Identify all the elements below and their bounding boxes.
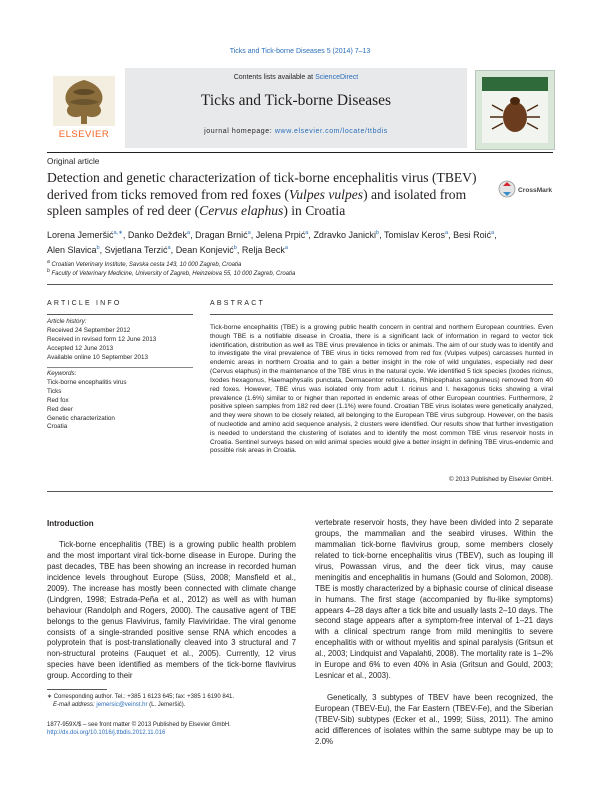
article-type: Original article <box>47 157 100 166</box>
abstract-rule <box>210 314 553 315</box>
article-title <box>47 170 477 220</box>
email-line <box>47 701 296 709</box>
keywords-label: Keywords: <box>47 370 77 377</box>
author-name: Tomislav Keros <box>383 230 445 240</box>
author-affiliation-marker: a <box>444 230 449 236</box>
author-affiliation-marker: a <box>284 244 289 251</box>
keyword: Croatia <box>47 423 68 431</box>
history-received: Received 24 September 2012 <box>47 326 131 334</box>
author-name: Lorena Jemeršić <box>47 230 114 240</box>
author-name: Dragan Brnić <box>195 230 248 240</box>
author-name: Alen Slavica <box>47 244 97 255</box>
abstract-bottom-rule <box>47 491 553 492</box>
corresponding-contact: ∗ Corresponding author. Tel.: +385 1 6123 645; fax: +385 1 6190 841. <box>47 694 235 700</box>
author-affiliation-marker: a <box>247 230 251 236</box>
title-species-deer: Cervus elaphus <box>199 203 284 219</box>
intro-paragraph-1: Tick-borne encephalitis (TBE) is a growing public health problem and the most important viral tick-borne disease in Europe. During the past decades, TBE has been showing an increase in recorded human incidence levels throughout Europe (Süss, 2008; Mansfield et al., 2009). The increase has mostly been connected with climate change (Lindgren, 1998; Estrada-Peña et al., 2012) as well as with human behaviour (Randolph and Rogers, 2000). The causative agent of TBE belongs to the genus Flavivirus, family Flaviviridae. The viral genome consists of a single-stranded positive sense RNA which encodes a polyprotein that is post-translationally cleaved into 3 structural and 7 non-structural proteins (Fauquet et al., 2005). Currently, 12 virus species have been identified as members of the tick-borne flavivirus group. According to their <box>47 540 296 681</box>
abstract-copyright: © 2013 Published by Elsevier GmbH. <box>448 476 553 483</box>
author-name: Dean Konjević <box>175 244 234 255</box>
author-affiliation-marker: b <box>233 244 237 251</box>
homepage-prefix: journal homepage: <box>204 128 275 135</box>
cover-image <box>482 77 548 143</box>
email-link[interactable]: jemersic@veinst.hr <box>96 702 148 709</box>
front-matter <box>47 721 296 737</box>
intro-paragraph-1-cont: vertebrate reservoir hosts, they have been divided into 2 separate groups, the mammalian and the seabird viruses. Within the mammalian tick-borne flavivirus group, some members closely related to tick-borne encephalitis virus (TBEV), such as louping ill virus, Powassan virus, and the deer tick virus, may cause meningitis and encephalitis in humans (Gould and Solomon, 2008). TBE is mostly characterized by a biphasic course of clinical disease in humans. The first stage (accompanied by flu-like symptoms) appears 4–28 days after a tick bite and usually lasts 2–10 days. The second stage appears after a symptom-free interval of 1–21 days with a clinical spectrum range from mild meningitis to severe encephalitis with or without myelitis and spinal paralysis (Gritsun et al., 2003; Lindquist and Vapalahti, 2008). The mortality rate is 1–2% in Europe and 6% to even 40% in Asia (Gritsun and Gould, 2003; Lesnicar et al., 2003). <box>315 518 553 681</box>
keyword: Tick-borne encephalitis virus <box>47 378 127 386</box>
author-list: Lorena Jemeršić$^{a,∗}$, Danko Dežđek$^a$, Dragan Brnić$^a$, Jelena Prpić$^a$, Zdravko Janicki$^b$, Tomislav Keros$^a$, Besi Roić$^a$, Alen Slavica$^b$, Svjetlana Terzić$^a$, Dean Konjević$^b$, Relja Beck$^a$ <box>47 230 497 255</box>
crossmark-label: CrossMark <box>518 187 553 194</box>
author-name: Besi Roić <box>453 230 492 240</box>
journal-cover-thumbnail <box>475 70 555 150</box>
affiliation-b <box>47 268 547 277</box>
info-rule <box>47 314 193 315</box>
history-accepted: Accepted 12 June 2013 <box>47 344 114 352</box>
keyword: Ticks <box>47 387 62 395</box>
author-affiliation-marker: b <box>96 244 100 251</box>
author-name: Zdravko Janicki <box>313 230 376 240</box>
corresponding-author-note <box>47 693 296 709</box>
tick-illustration-icon <box>482 77 548 143</box>
introduction-column-2 <box>315 518 553 748</box>
elsevier-logo <box>47 72 121 142</box>
crossmark-icon[interactable] <box>498 178 556 200</box>
author-name: Svjetlana Terzić <box>104 244 168 255</box>
email-suffix: (L. Jemeršić). <box>147 702 186 709</box>
elsevier-tree-icon <box>47 72 121 142</box>
author-name: Relja Beck <box>241 244 285 255</box>
history-revised: Received in revised form 12 June 2013 <box>47 335 157 343</box>
contents-line <box>125 74 467 81</box>
keyword: Genetic characterization <box>47 414 115 422</box>
intro-paragraph-2: Genetically, 3 subtypes of TBEV have been recognized, the European (TBEV-Eu), the Far Eastern (TBEV-Fe), and the Siberian (TBEV-Sib) subtypes (Ecker et al., 1999; Süss, 2011). The amino acid differences of isolates within the same subtype may be up to 2.0% <box>315 693 553 746</box>
footnote-rule <box>47 689 107 690</box>
author-affiliation-marker: a <box>186 230 191 236</box>
abstract-heading: ABSTRACT <box>210 300 265 307</box>
journal-title: Ticks and Tick-borne Diseases <box>200 92 392 109</box>
crossmark-badge[interactable] <box>498 178 556 200</box>
email-label: E-mail address: <box>53 702 97 709</box>
affiliation-text: Croatian Veterinary Institute, Savska cesta 143, 10 000 Zagreb, Croatia <box>51 262 242 268</box>
affiliation-marker: b <box>47 268 50 274</box>
keywords <box>47 370 193 432</box>
author-affiliation-marker: a,∗ <box>113 230 123 236</box>
sciencedirect-link[interactable]: ScienceDirect <box>315 74 359 81</box>
issn-line: 1877-959X/$ – see front matter © 2013 Published by Elsevier GmbH. <box>47 722 231 728</box>
author-name: Jelena Prpić <box>255 230 306 240</box>
journal-masthead <box>47 68 553 152</box>
contents-prefix: Contents lists available at <box>233 74 316 81</box>
title-part: Detection and genetic characterization of tick-borne encephalitis virus (TBEV) derived from ticks removed from red foxes ( <box>47 170 477 202</box>
article-history <box>47 318 193 363</box>
author-affiliation-marker: a <box>491 230 495 236</box>
article-info-heading: ARTICLE INFO <box>47 300 122 307</box>
keyword: Red fox <box>47 396 69 404</box>
introduction-heading: Introduction <box>47 519 94 528</box>
homepage-link[interactable]: www.elsevier.com/locate/ttbdis <box>274 128 388 135</box>
title-part: ) and isolated from spleen samples of red deer ( <box>47 186 467 219</box>
author-affiliation-marker: b <box>375 230 380 236</box>
author-affiliation-marker: a <box>305 230 309 236</box>
journal-homepage <box>125 128 467 135</box>
author-name: Danko Dežđek <box>127 230 187 240</box>
affiliation-marker: a <box>47 259 50 265</box>
journal-banner <box>125 68 467 148</box>
running-header: Ticks and Tick-borne Diseases 5 (2014) 7–13 <box>229 48 371 55</box>
affiliation-a <box>47 259 547 268</box>
history-online: Available online 10 September 2013 <box>47 353 149 361</box>
title-part: ) in Croatia <box>283 203 346 219</box>
affiliation-text: Faculty of Veterinary Medicine, University of Zagreb, Heinzelova 55, 10 000 Zagreb, Croatia <box>51 271 296 277</box>
affiliation-rule <box>47 284 553 285</box>
abstract-text: Tick-borne encephalitis (TBE) is a growing public health concern in central and northern European countries. Even though TBE is a notifiable disease in Croatia, there is a significant lack of information in regard to vector tick identification, distribution as well as TBE virus prevalence in ticks or animals. The aim of our study was to identify and to investigate the viral prevalence of TBE virus in ticks removed from red fox (Vulpes vulpes) carcasses hunted in endemic areas in northern Croatia and to gain a better insight in the role of wild ungulates, especially red deer (Cervus elaphus) in the maintenance of the TBE virus in the natural cycle. We identified 5 tick species (Ixodes ricinus, Ixodes hexagonus, Haemaphysalis punctata, Dermacentor reticulatus, Rhipicephalus sanguineus) removed from 40 red foxes. However, TBE virus was isolated only from adult I. ricinus and I. hexagonus ticks showing a viral prevalence (1.6%) similar to or higher than reported in endemic areas of other European countries. Furthermore, 2 positive spleen samples from 182 red deer (1.1%) were found. Croatian TBE virus isolates were genetically analyzed, and they were shown to be closely related, all belonging to the European TBE virus subgroup. However, on the basis of nucleotide and amino acid sequence analysis, 2 clusters were identified. Our results show that further investigation is needed to understand the clustering of isolates and to identify the most common TBE virus reservoir hosts in Croatia. Sentinel surveys based on wild animal species would give a better insight in defining TBE virus-endemic and possible risk areas in Croatia. <box>210 324 553 455</box>
introduction-column-1 <box>47 540 296 682</box>
keywords-rule <box>47 367 193 368</box>
author-affiliation-marker: a <box>167 244 171 251</box>
masthead-rule <box>47 152 553 153</box>
keyword: Red deer <box>47 405 73 413</box>
elsevier-wordmark: ELSEVIER <box>58 129 110 140</box>
history-label: Article history: <box>47 318 87 325</box>
doi-link[interactable]: http://dx.doi.org/10.1016/j.ttbdis.2012.11.016 <box>47 730 166 737</box>
title-species-fox: Vulpes vulpes <box>288 186 364 202</box>
